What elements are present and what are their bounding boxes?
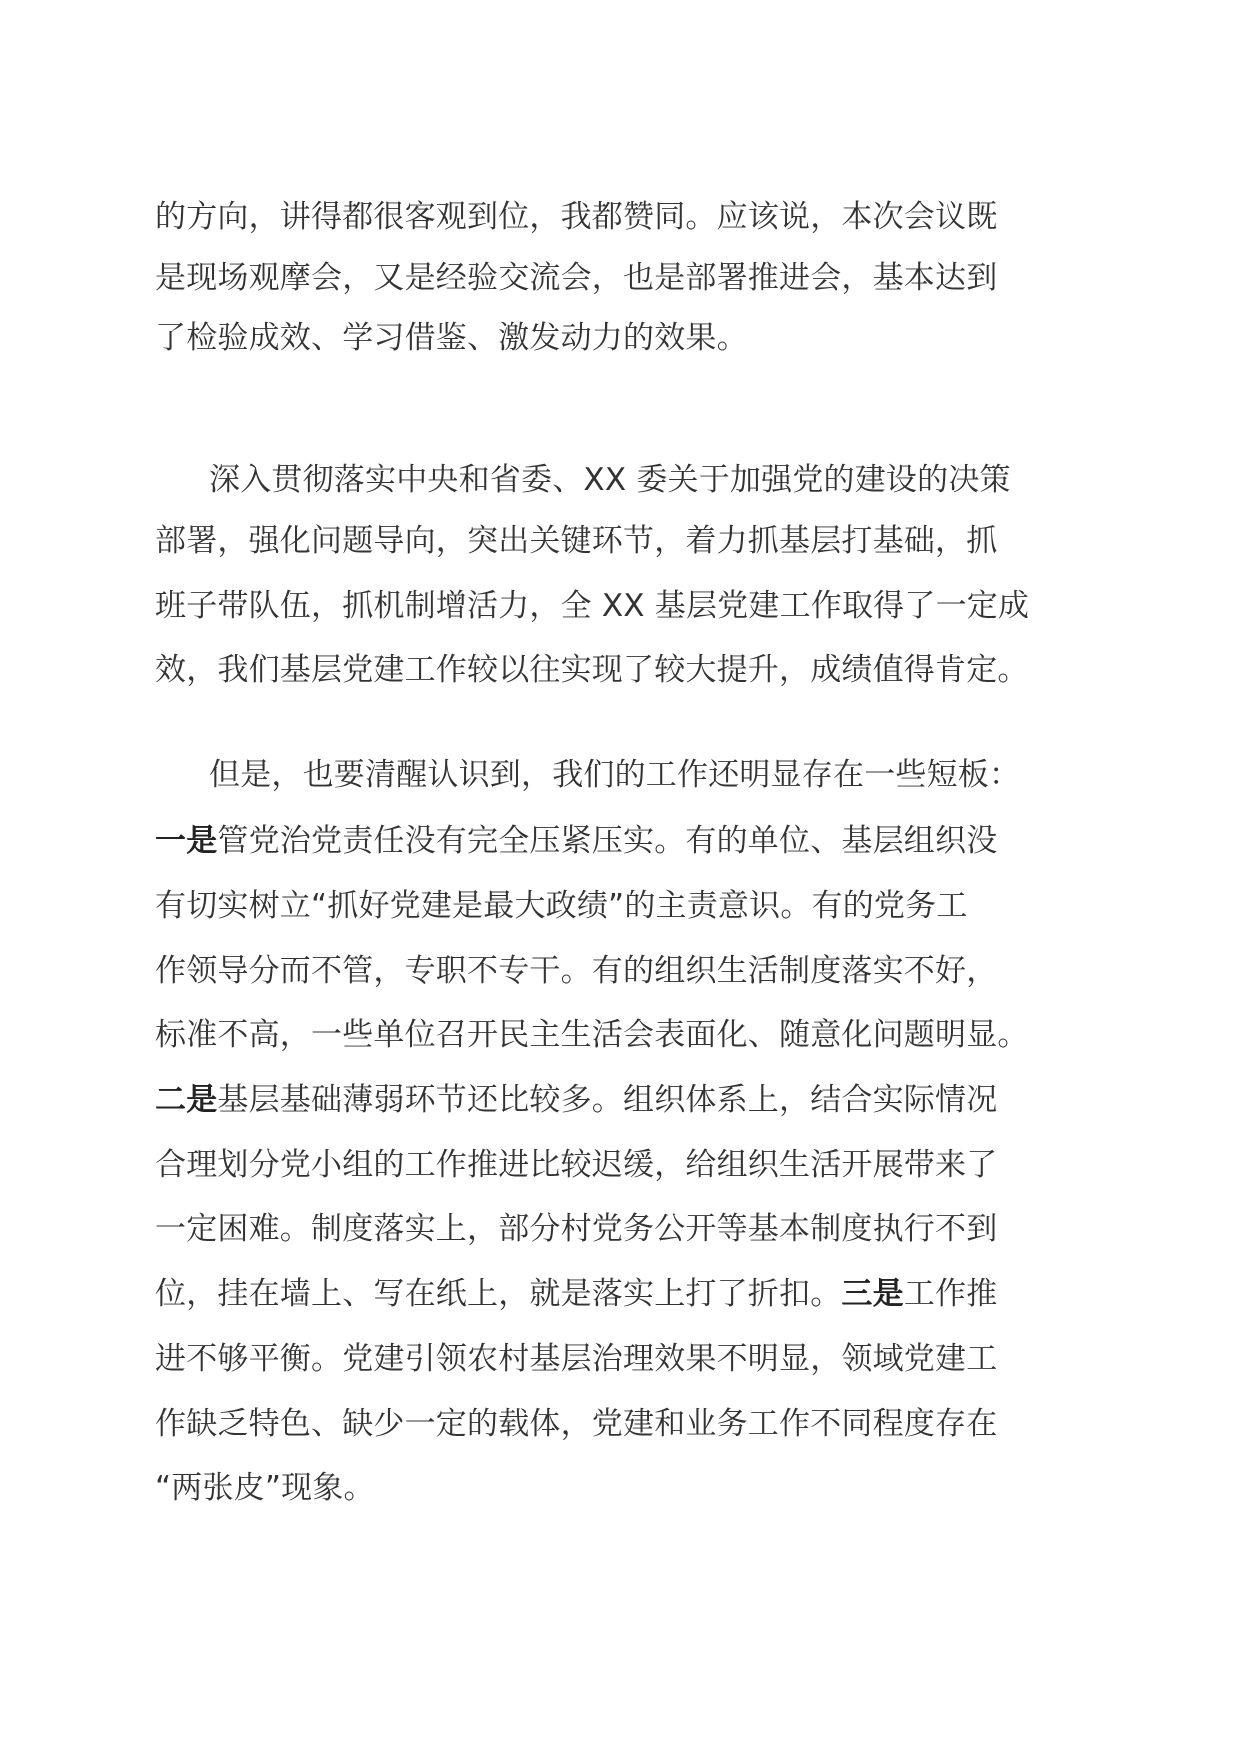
text-line: 进不够平衡。党建引领农村基层治理效果不明显，领域党建工: [155, 1341, 998, 1377]
text-line: [155, 821, 997, 861]
text-line: [155, 1274, 997, 1314]
text-segment: 管党治党责任没有完全压紧压实。有的单位、基层组织没: [217, 823, 998, 859]
point-marker-first: 一是: [155, 823, 218, 859]
text-line: 了检验成效、学习借鉴、激发动力的效果。: [155, 320, 748, 356]
text-line: 是现场观摩会，又是经验交流会，也是部署推进会，基本达到: [155, 260, 998, 296]
text-line: 有切实树立“抓好党建是最大政绩”的主责意识。有的党务工: [155, 888, 968, 924]
text-line: 效，我们基层党建工作较以往实现了较大提升，成绩值得肯定。: [155, 652, 1029, 688]
point-marker-second: 二是: [155, 1082, 218, 1118]
text-line: “两张皮”现象。: [155, 1470, 375, 1506]
text-segment: 位，挂在墙上、写在纸上，就是落实上打了折扣。: [155, 1276, 842, 1312]
text-segment: 基层基础薄弱环节还比较多。组织体系上，结合实际情况: [217, 1082, 998, 1118]
text-line: 的方向，讲得都很客观到位，我都赞同。应该说，本次会议既: [155, 199, 998, 235]
text-line: 作缺乏特色、缺少一定的载体，党建和业务工作不同程度存在: [155, 1406, 998, 1442]
text-line: 作领导分而不管，专职不专干。有的组织生活制度落实不好，: [155, 953, 998, 989]
text-line: 部署，强化问题导向，突出关键环节，着力抓基层打基础，抓: [155, 523, 998, 559]
text-line: 班子带队伍，抓机制增活力，全 XX 基层党建工作取得了一定成: [155, 588, 1030, 624]
text-line: 合理划分党小组的工作推进比较迟缓，给组织生活开展带来了: [155, 1147, 998, 1183]
text-line: 一定困难。制度落实上，部分村党务公开等基本制度执行不到: [155, 1211, 998, 1247]
point-marker-third: 三是: [841, 1276, 904, 1312]
text-line: 但是，也要清醒认识到，我们的工作还明显存在一些短板：: [209, 757, 1021, 793]
text-line: 标准不高，一些单位召开民主生活会表面化、随意化问题明显。: [155, 1017, 1029, 1053]
text-segment: 工作推: [903, 1276, 998, 1312]
text-line: [155, 1080, 997, 1120]
text-line: 深入贯彻落实中央和省委、XX 委关于加强党的建设的决策: [209, 462, 1011, 498]
